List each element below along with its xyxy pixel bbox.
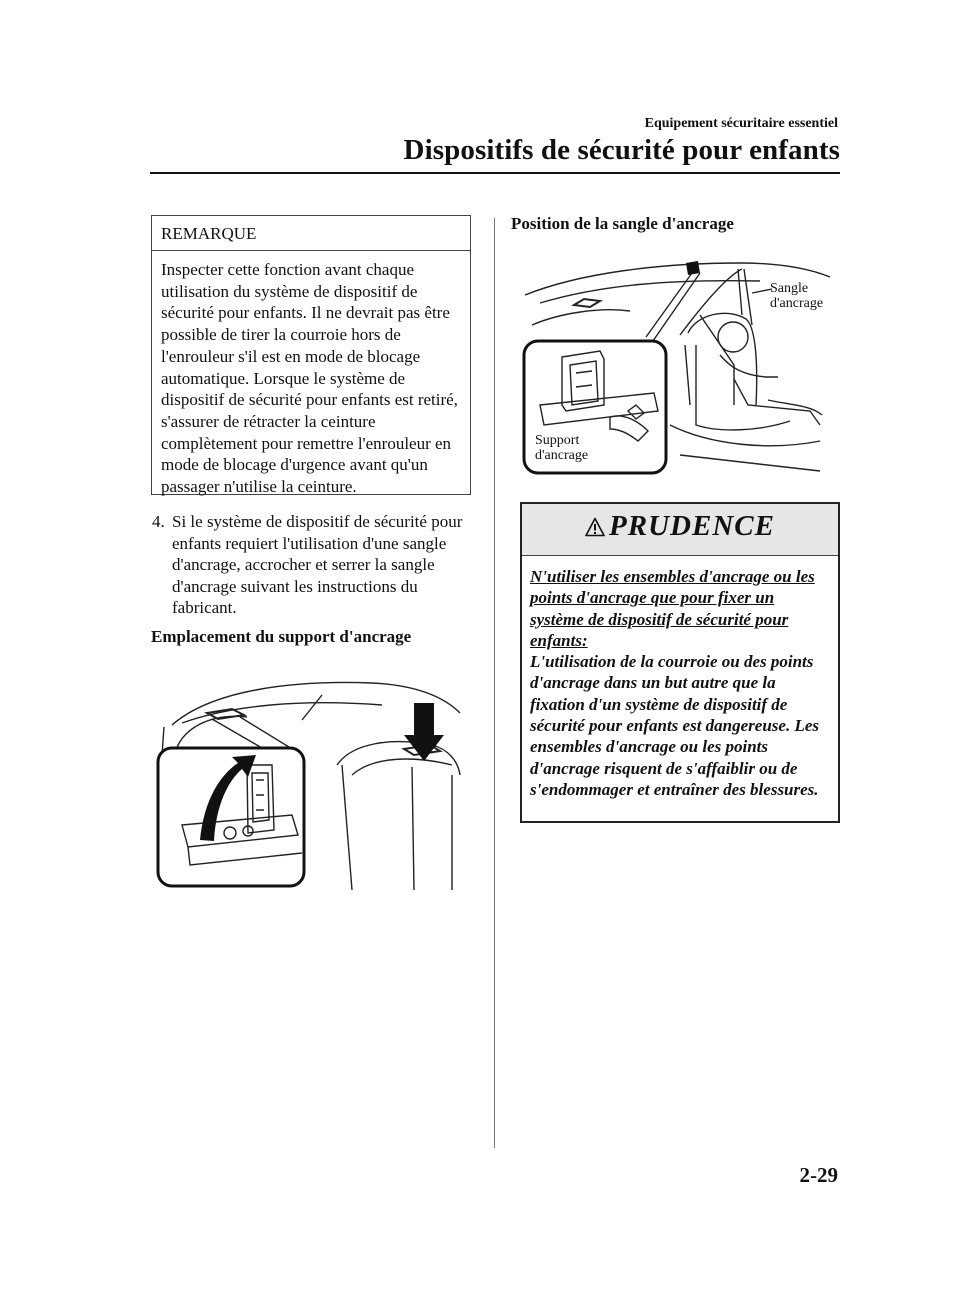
- strap-label-line-1: Sangle: [770, 281, 809, 296]
- page-number: 2-29: [799, 1163, 838, 1187]
- step-number: 4.: [152, 512, 165, 531]
- strap-label: [770, 281, 823, 311]
- figure-left-caption: Emplacement du support d'ancrage: [151, 627, 412, 646]
- note-box: [151, 215, 471, 495]
- warning-triangle-icon: [585, 517, 605, 537]
- caution-text: [522, 556, 838, 800]
- column-divider: [494, 218, 495, 1148]
- note-heading: REMARQUE: [152, 216, 470, 251]
- header-rule: [150, 172, 840, 174]
- strap-label-line-2: d'ancrage: [770, 296, 824, 311]
- section-label: Equipement sécuritaire essentiel: [644, 116, 838, 131]
- figure-right-caption: Position de la sangle d'ancrage: [511, 214, 734, 233]
- support-label-line-2: d'ancrage: [535, 448, 589, 463]
- caution-header: [522, 504, 838, 556]
- caution-box: [520, 502, 840, 823]
- note-text: Inspecter cette fonction avant chaque utilisation du système de dispositif de sécurité pour enfants. Il ne devrait pas être possible de tirer la courroie hors de l'enrouleur s'il est en mode de blocage automatique. Lorsque le système de dispositif de sécurité pour enfants est retiré, s'assurer de rétracter la ceinture complètement pour remettre l'enrouleur en mode de blocage d'urgence avant qu'un passager n'utilise la ceinture.: [161, 260, 458, 497]
- caution-body-text: L'utilisation de la courroie ou des points d'ancrage dans un but autre que la fixation d'un système de dispositif de sécurité pour enfants est dangereuse. Les ensembles d'ancrage ou les points d'ancrage risquent de s'affaiblir ou de s'endommager et entraîner des blessures.: [530, 652, 819, 799]
- step-text: Si le système de dispositif de sécurité pour enfants requiert l'utilisation d'une sangle d'ancrage, accrocher et serrer la sangle d'ancrage suivant les instructions du fabricant.: [172, 512, 463, 617]
- support-label: [535, 433, 588, 463]
- caution-underlined-text: N'utiliser les ensembles d'ancrage ou les points d'ancrage que pour fixer un système de dispositif de sécurité pour enfants:: [530, 567, 815, 650]
- anchor-bracket-illustration: [152, 665, 464, 890]
- support-label-line-1: Support: [535, 433, 580, 448]
- caution-heading: PRUDENCE: [609, 510, 775, 542]
- page-title: Dispositifs de sécurité pour enfants: [403, 134, 840, 166]
